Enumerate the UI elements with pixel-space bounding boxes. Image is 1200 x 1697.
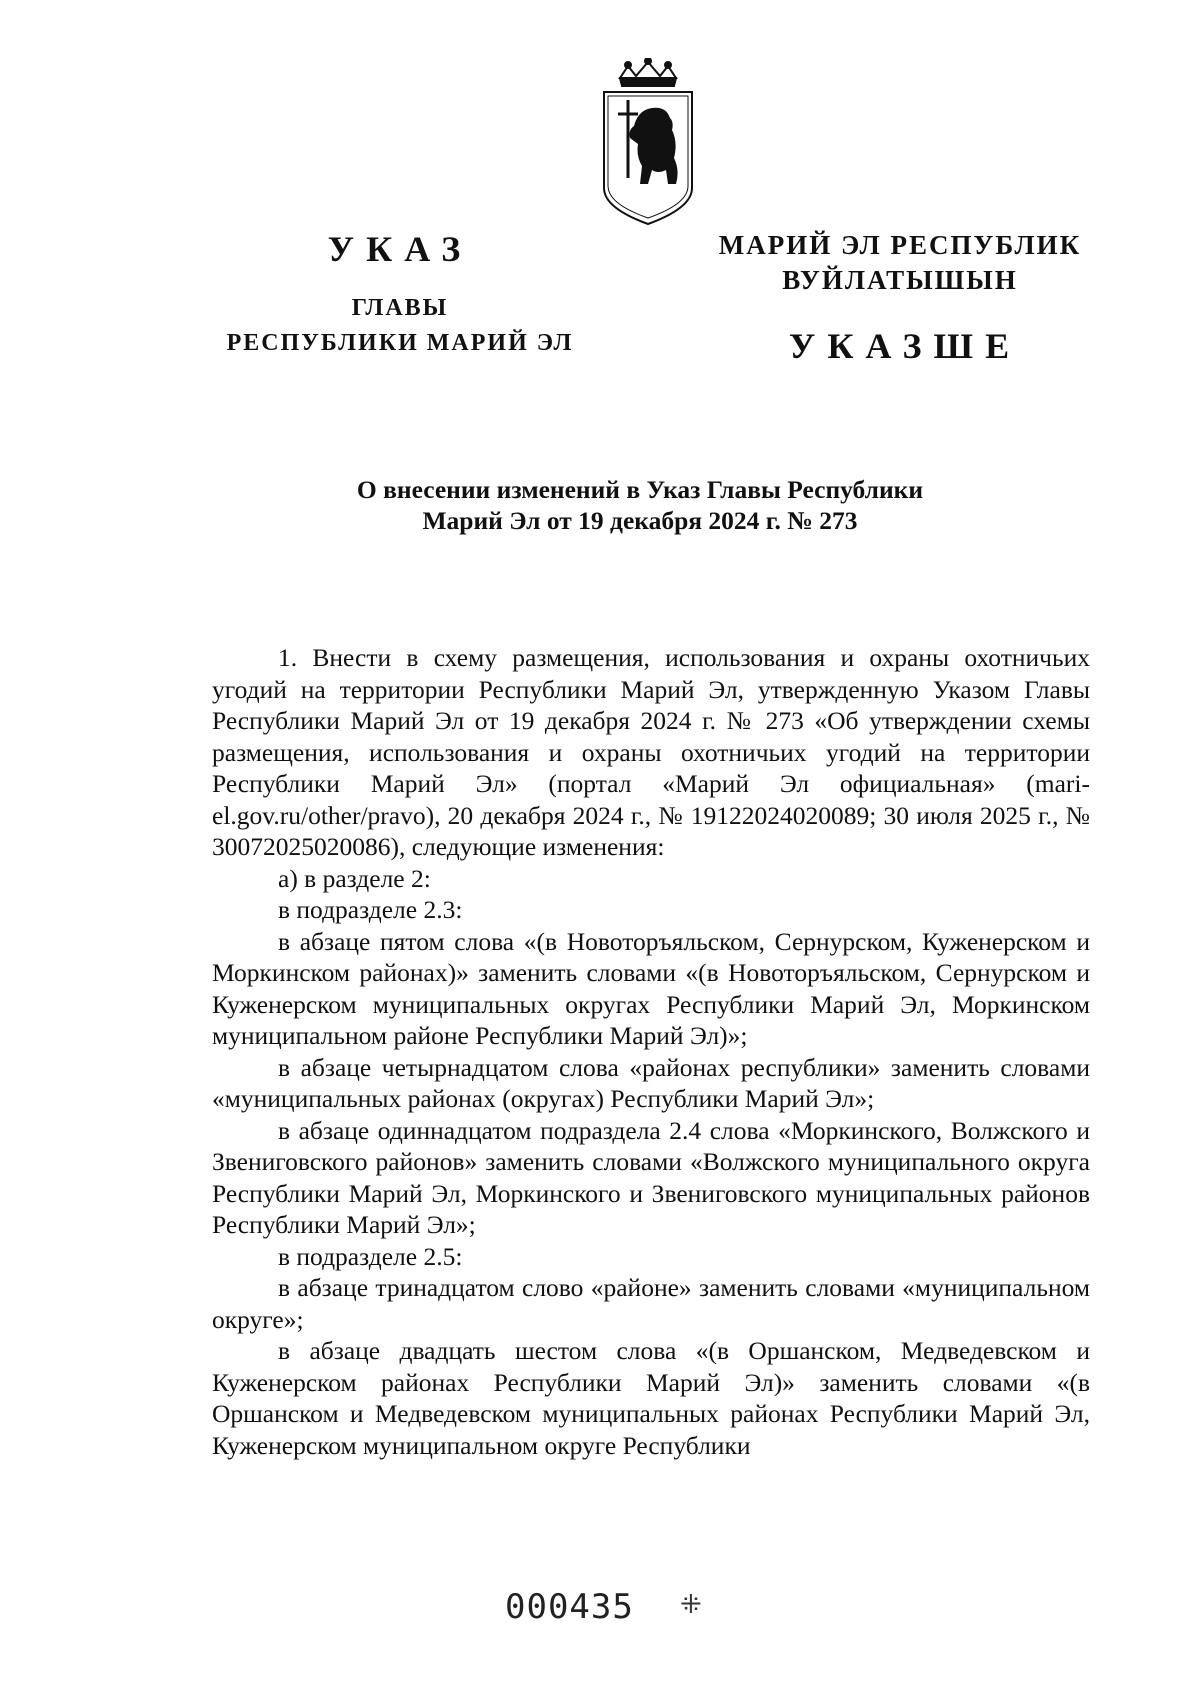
header-left-title: УКАЗ bbox=[327, 229, 473, 269]
paragraph-amendment-2-4: в абзаце одиннадцатом подраздела 2.4 слова «Моркинского, Волжского и Звениговского районов» заменить словами «Волжского муниципального округа Республики Марий Эл, Моркинского и Звениговского муниципальных районов Республики Марий Эл»; bbox=[212, 1115, 1090, 1239]
header-left-subtitle-1: ГЛАВЫ bbox=[351, 295, 449, 321]
ornament-mark: ⁜ bbox=[680, 1590, 702, 1620]
paragraph-amendment-13: в абзаце тринадцатом слово «районе» заменить словами «муниципальном округе»; bbox=[212, 1273, 1090, 1334]
coat-of-arms-icon bbox=[598, 58, 698, 226]
paragraph-section-2: а) в разделе 2: bbox=[278, 863, 431, 893]
document-title bbox=[300, 474, 980, 536]
header-right-line-2: ВУЙЛАТЫШЫН bbox=[782, 265, 1018, 295]
paragraph-amendment-26: в абзаце двадцать шестом слова «(в Оршанском, Медведевском и Куженерском районах Республики Марий Эл)» заменить словами «(в Оршанском и Медведевском муниципальных районах Республики Марий Эл, Куженерском муниципальном округе Республики bbox=[212, 1336, 1090, 1460]
header-right-line-1: МАРИЙ ЭЛ РЕСПУБЛИК bbox=[718, 230, 1082, 260]
paragraph-subsection-2-5: в подразделе 2.5: bbox=[278, 1241, 463, 1271]
paragraph-subsection-2-3: в подразделе 2.3: bbox=[278, 895, 463, 924]
document-body bbox=[212, 642, 1090, 1461]
paragraph-1: 1. Внести в схему размещения, использования и охраны охотничьих угодий на территории Республики Марий Эл, утвержденную Указом Главы Республики Марий Эл от 19 декабря 2024 г. № 273 «Об утверждении схемы размещения, использования и охраны охотничьих угодий на территории Республики Марий Эл» (портал «Марий Эл официальная» (mari-el.gov.ru/other/pravo), 20 декабря 2024 г., № 19122024020089; 30 июля 2025 г., № 30072025020086), следующие изменения: bbox=[212, 643, 1090, 861]
document-title-line-1: О внесении изменений в Указ Главы Республики bbox=[356, 475, 924, 504]
serial-number: 000435 bbox=[505, 1587, 634, 1627]
paragraph-amendment-5: в абзаце пятом слова «(в Новоторъяльском, Сернурском, Куженерском и Моркинском районах)» заменить словами «(в Новоторъяльском, Сернурском и Куженерском муниципальных округах Республики Марий Эл, Моркинском муниципальном районе Республики Марий Эл)»; bbox=[212, 926, 1090, 1050]
document-title-line-2: Марий Эл от 19 декабря 2024 г. № 273 bbox=[422, 506, 858, 535]
paragraph-amendment-14: в абзаце четырнадцатом слова «районах республики» заменить словами «муниципальных районах (округах) Республики Марий Эл»; bbox=[212, 1052, 1090, 1113]
header-right-title: УКАЗШЕ bbox=[788, 326, 1022, 366]
header-left-subtitle-2: РЕСПУБЛИКИ МАРИЙ ЭЛ bbox=[226, 330, 574, 356]
